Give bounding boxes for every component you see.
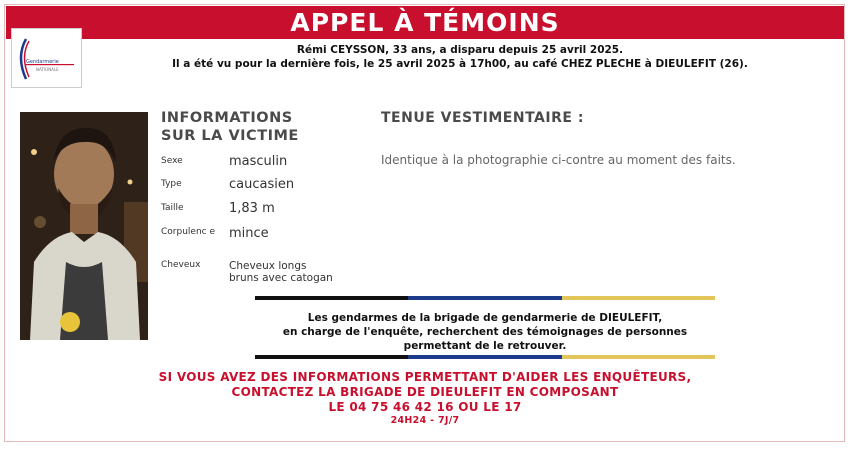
field-value-taille: 1,83 m — [229, 201, 275, 216]
contact-phone-numbers: LE 04 75 46 42 16 OU LE 17 — [328, 400, 522, 414]
clothing-description: Identique à la photographie ci-contre au moment des faits. — [381, 153, 736, 167]
cheveux-line-2: bruns avec catogan — [229, 272, 333, 284]
field-label-sexe: Sexe — [161, 156, 183, 166]
victim-photo — [20, 112, 148, 340]
field-value-sexe: masculin — [229, 154, 288, 169]
clothing-title: TENUE VESTIMENTAIRE : — [381, 110, 584, 126]
divider-blue-segment — [408, 296, 561, 300]
contact-hours: 24H24 - 7J/7 — [390, 415, 460, 426]
divider-black-segment — [255, 355, 408, 359]
gendarmerie-logo — [11, 28, 82, 88]
logo-name: Gendarmerie — [26, 59, 59, 65]
brigade-message — [255, 311, 715, 353]
cheveux-line-1: Cheveux longs — [229, 260, 307, 272]
field-label-corpulence: Corpulenc e — [161, 227, 215, 237]
brigade-line-2: en charge de l'enquête, recherchent des témoignages de personnes — [282, 326, 688, 338]
field-value-cheveux — [229, 260, 333, 284]
tricolor-divider-top — [255, 296, 715, 300]
divider-blue-segment — [408, 355, 561, 359]
intro-text — [90, 43, 830, 71]
victim-info-title — [161, 109, 299, 145]
intro-line-1: Rémi CEYSSON, 33 ans, a disparu depuis 25 avril 2025. — [296, 44, 624, 56]
divider-black-segment — [255, 296, 408, 300]
field-label-type: Type — [161, 179, 182, 189]
banner-title: APPEL À TÉMOINS — [6, 6, 844, 39]
contact-block — [0, 370, 850, 427]
field-value-type: caucasien — [229, 177, 295, 192]
intro-line-2: Il a été vu pour la dernière fois, le 25 avril 2025 à 17h00, au café CHEZ PLECHE à DIEULEFIT (26). — [172, 58, 748, 70]
victim-portrait-image — [20, 112, 148, 340]
contact-line-2: CONTACTEZ LA BRIGADE DE DIEULEFIT EN COMPOSANT — [231, 385, 619, 399]
field-value-corpulence: mince — [229, 226, 269, 241]
victim-title-line-2: SUR LA VICTIME — [161, 128, 299, 144]
field-label-cheveux: Cheveux — [161, 260, 201, 270]
contact-line-1: SI VOUS AVEZ DES INFORMATIONS PERMETTANT D'AIDER LES ENQUÊTEURS, — [158, 370, 692, 384]
divider-gold-segment — [562, 296, 715, 300]
field-label-taille: Taille — [161, 203, 184, 213]
tricolor-divider-bottom — [255, 355, 715, 359]
brigade-line-3: permettant de le retrouver. — [403, 340, 567, 352]
divider-gold-segment — [562, 355, 715, 359]
logo-subtitle: NATIONALE — [36, 67, 59, 72]
brigade-line-1: Les gendarmes de la brigade de gendarmerie de DIEULEFIT, — [307, 312, 663, 324]
victim-title-line-1: INFORMATIONS — [161, 110, 293, 126]
